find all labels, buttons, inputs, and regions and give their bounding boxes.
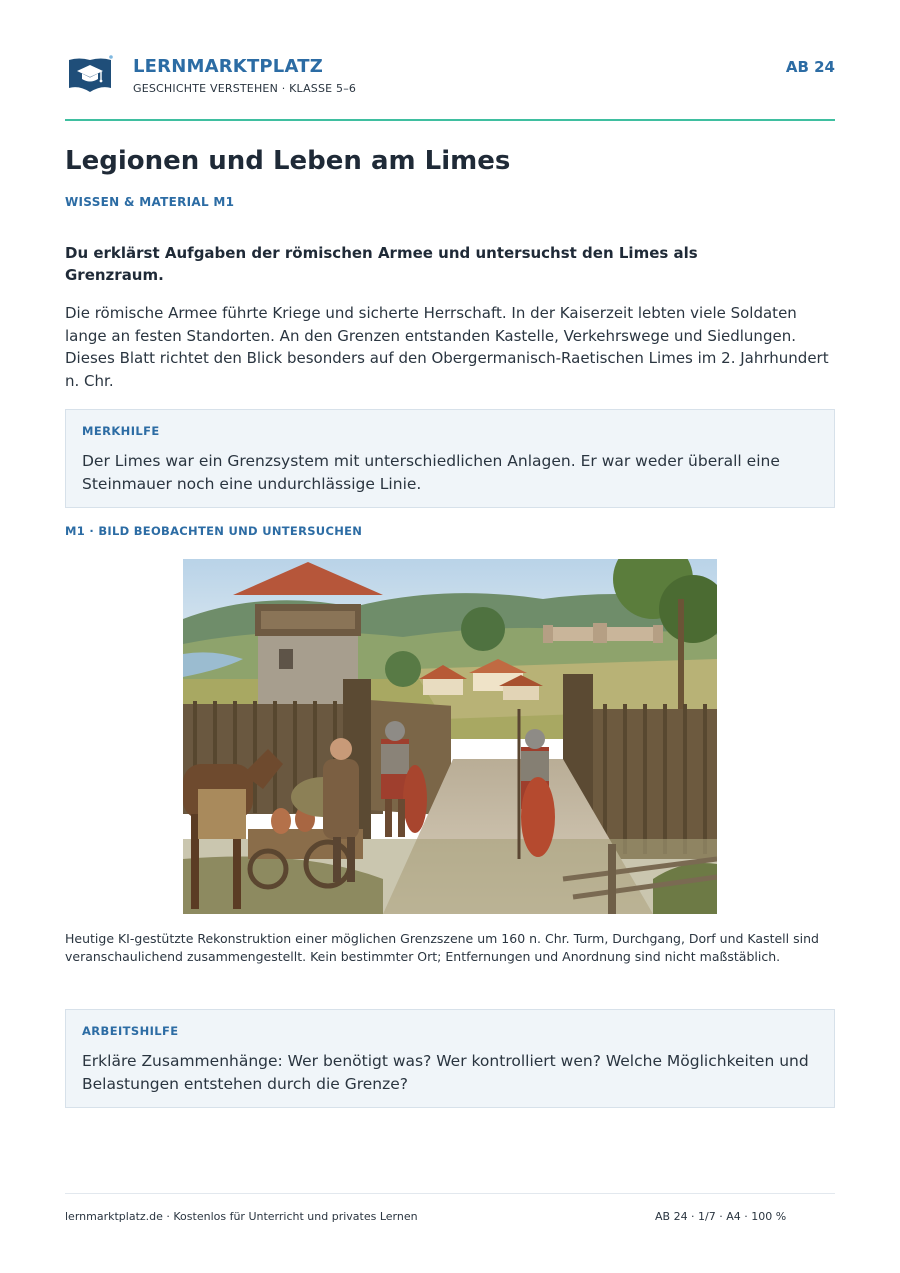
intro-paragraph: Die römische Armee führte Kriege und sicherte Herrschaft. In der Kaiserzeit lebten viele Soldaten lange an festen Standorten. An den Grenzen entstanden Kastelle, Verkehrswege und Siedlungen. Dieses Blatt richtet den Blick besonders auf den Obergermanisch-Raetischen Limes im 2. Jahrhundert n. Chr. bbox=[65, 304, 829, 390]
image-caption: Heutige KI-gestützte Rekonstruktion einer möglichen Grenzszene um 160 n. Chr. Turm, Durchgang, Dorf und Kastell sind veranschaulichend zusammengestellt. Kein bestimmter Ort; Entfernungen und Anordnung sind nicht maßstäblich. bbox=[65, 931, 819, 964]
footer-page-info: AB 24 · 1/7 · A4 · 100 % bbox=[655, 1210, 787, 1223]
header-divider bbox=[65, 119, 835, 121]
limes-reconstruction-image bbox=[183, 559, 717, 914]
merkhilfe-text: Der Limes war ein Grenzsystem mit unterschiedlichen Anlagen. Er war weder überall eine Steinmauer noch eine undurchlässige Linie. bbox=[82, 452, 780, 493]
footer-divider bbox=[65, 1193, 835, 1194]
sheet-number: AB 24 bbox=[785, 58, 835, 76]
brand-subtitle: GESCHICHTE VERSTEHEN · KLASSE 5–6 bbox=[133, 82, 357, 95]
footer-publisher: lernmarktplatz.de · Kostenlos für Unterricht und privates Lernen bbox=[65, 1210, 418, 1223]
m1-label: M1 · BILD BEOBACHTEN UND UNTERSUCHEN bbox=[65, 524, 363, 538]
brand-name: LERNMARKTPLATZ bbox=[133, 56, 323, 77]
merkhilfe-box bbox=[65, 409, 835, 508]
merkhilfe-label: MERKHILFE bbox=[82, 424, 160, 438]
lead-text: Du erklärst Aufgaben der römischen Armee und untersuchst den Limes als Grenzraum. bbox=[65, 244, 698, 284]
page-title: Legionen und Leben am Limes bbox=[65, 146, 511, 176]
section-kicker: WISSEN & MATERIAL M1 bbox=[65, 195, 235, 209]
arbeitshilfe-box bbox=[65, 1009, 835, 1108]
arbeitshilfe-text: Erkläre Zusammenhänge: Wer benötigt was? Wer kontrolliert wen? Welche Möglichkeiten und Belastungen entstehen durch die Grenze? bbox=[82, 1052, 809, 1093]
arbeitshilfe-label: ARBEITSHILFE bbox=[82, 1024, 179, 1038]
page-header bbox=[65, 52, 835, 102]
graduation-cap-icon bbox=[67, 54, 113, 94]
